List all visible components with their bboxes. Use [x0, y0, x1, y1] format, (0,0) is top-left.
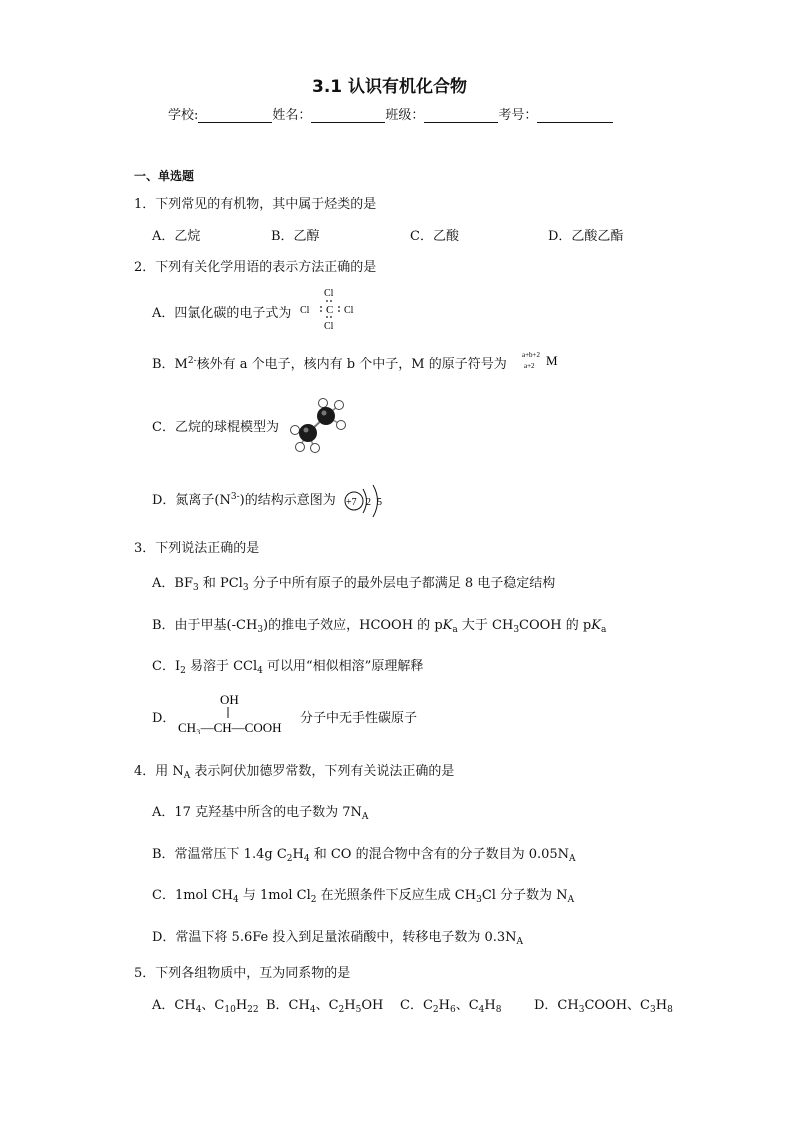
q3-option-d[interactable]: [152, 707, 175, 726]
q1-option-c[interactable]: C．乙酸: [410, 229, 459, 244]
text-fragment: 3: [578, 1005, 585, 1015]
text-fragment: 大于 CH: [457, 618, 514, 633]
student-info: [168, 104, 613, 123]
q2-stem: 2．下列有关化学用语的表示方法正确的是: [134, 260, 377, 275]
school-field[interactable]: [198, 108, 272, 123]
element-symbol: M: [546, 353, 558, 368]
text-fragment: H: [344, 998, 356, 1013]
cl-right: Cl: [344, 305, 354, 316]
ccl4-electron-formula: [300, 284, 360, 334]
q5-option-a[interactable]: [152, 994, 259, 1015]
q4-option-b[interactable]: [152, 843, 576, 864]
text-fragment: Cl 分子数为 N: [481, 888, 568, 903]
q3-option-c[interactable]: [152, 655, 423, 676]
text-fragment: 与 1mol Cl: [238, 888, 311, 903]
text-fragment: 3: [476, 895, 482, 905]
text-fragment: D．氮离子(N: [152, 493, 231, 508]
q4-option-d[interactable]: [152, 926, 523, 947]
text-fragment: A: [183, 771, 191, 781]
text-fragment: A: [569, 854, 576, 864]
text-fragment: 2: [286, 854, 293, 864]
text-fragment: B．CH: [266, 998, 310, 1013]
q1-option-b[interactable]: B．乙醇: [271, 229, 320, 244]
q5-stem: 5．下列各组物质中，互为同系物的是: [134, 966, 351, 981]
text-fragment: 3: [650, 1005, 656, 1015]
school-label: 学校:: [168, 108, 199, 123]
text-fragment: A．17 克羟基中所含的电子数为 7N: [152, 805, 362, 820]
text-fragment: A: [567, 895, 575, 905]
text-fragment: A: [516, 937, 524, 947]
text-fragment: 10: [224, 1005, 236, 1015]
text-fragment: 和 CO 的混合物中含有的分子数目为 0.05N: [309, 847, 570, 862]
text-fragment: 3: [242, 583, 249, 593]
text-fragment: 核外有 a 个电子，核内有 b 个中子，M 的原子符号为: [196, 357, 507, 372]
text-fragment: 、C: [455, 998, 479, 1013]
text-fragment: 易溶于 CCl: [185, 659, 258, 674]
text-fragment: 2: [432, 1005, 439, 1015]
text-fragment: D．: [152, 711, 176, 726]
number-field[interactable]: [537, 108, 613, 123]
text-fragment: 4: [195, 1005, 202, 1015]
cl-left: Cl: [300, 305, 310, 316]
text-fragment: 在光照条件下反应生成 CH: [316, 888, 477, 903]
text-fragment: K: [442, 618, 453, 633]
text-fragment: 22: [247, 1005, 259, 1015]
page-title: 3.1 认识有机化合物: [312, 77, 468, 97]
nitrogen-ion-structure-diagram: [343, 484, 389, 522]
text-fragment: C．C: [400, 998, 433, 1013]
q3-option-d-text: 分子中无手性碳原子: [300, 711, 418, 726]
text-fragment: C．1mol CH: [152, 888, 233, 903]
section-heading: 一、单选题: [134, 169, 195, 183]
text-fragment: 4: [309, 1005, 316, 1015]
text-fragment: 可以用“相似相溶”原理解释: [262, 659, 424, 674]
mass-number: a+b+2: [522, 351, 541, 359]
atomic-number: a+2: [524, 362, 535, 370]
q5-option-b[interactable]: [266, 994, 383, 1015]
class-field[interactable]: [424, 108, 498, 123]
text-fragment: 8: [495, 1005, 502, 1015]
text-fragment: OH: [361, 998, 384, 1013]
text-fragment: 分子中所有原子的最外层电子都满足 8 电子稳定结构: [248, 576, 556, 591]
text-fragment: )的推电子效应，HCOOH 的 p: [263, 618, 443, 633]
text-fragment: 2: [310, 895, 317, 905]
q4-stem: [134, 760, 454, 781]
text-fragment: 4: [232, 895, 239, 905]
text-fragment: 2: [180, 666, 186, 676]
text-fragment: 6: [449, 1005, 456, 1015]
name-label: 姓名：: [272, 108, 312, 123]
text-fragment: 2: [338, 1005, 345, 1015]
c-center: C: [326, 304, 334, 316]
name-field[interactable]: [311, 108, 385, 123]
text-fragment: 5: [355, 1005, 362, 1015]
text-fragment: 、C: [201, 998, 225, 1013]
cl-top: Cl: [324, 288, 334, 299]
text-fragment: 4．用 N: [134, 764, 184, 779]
text-fragment: 4: [303, 854, 310, 864]
shell-2-electrons: 5: [377, 497, 382, 508]
text-fragment: COOH 的 p: [519, 618, 592, 633]
text-fragment: B．由于甲基(-CH: [152, 618, 258, 633]
q1-option-a[interactable]: A．乙烷: [152, 229, 201, 244]
text-fragment: a: [452, 625, 458, 635]
q5-option-c[interactable]: [400, 994, 501, 1015]
text-fragment: 、C: [315, 998, 339, 1013]
text-fragment: K: [591, 618, 601, 633]
text-fragment: C．I: [152, 659, 181, 674]
q4-option-a[interactable]: [152, 801, 368, 822]
q2-option-d[interactable]: [152, 489, 336, 508]
q2-option-c[interactable]: [152, 416, 279, 435]
text-fragment: H: [484, 998, 496, 1013]
lactic-acid-structure: [176, 690, 300, 734]
text-fragment: D．常温下将 5.6Fe 投入到足量浓硝酸中，转移电子数为 0.3N: [152, 930, 517, 945]
text-fragment: a: [600, 625, 607, 635]
text-fragment: 8: [667, 1005, 673, 1015]
m-atomic-symbol: [520, 348, 564, 372]
text-fragment: H: [655, 998, 668, 1013]
text-fragment: A．CH: [152, 998, 196, 1013]
text-fragment: B．M: [152, 357, 188, 372]
carbon-chain: CH₃—CH—COOH: [178, 720, 282, 734]
text-fragment: H: [235, 998, 248, 1013]
q2-option-c-text: C．乙烷的球棍模型为: [152, 420, 279, 435]
number-label: 考号：: [498, 108, 538, 123]
q1-stem: 1．下列常见的有机物，其中属于烃类的是: [134, 197, 377, 212]
nucleus-charge: +7: [346, 497, 357, 508]
text-fragment: )的结构示意图为: [239, 493, 336, 508]
text-fragment: 和 PCl: [198, 576, 243, 591]
text-fragment: 4: [257, 666, 263, 676]
text-fragment: D．CH: [534, 998, 579, 1013]
q4-option-c[interactable]: [152, 884, 574, 905]
q3-option-b[interactable]: [152, 614, 606, 635]
q2-option-b[interactable]: [152, 353, 507, 372]
text-fragment: 4: [478, 1005, 485, 1015]
text-fragment: 2-: [187, 356, 197, 366]
q1-option-d[interactable]: D．乙酸乙酯: [548, 229, 624, 244]
text-fragment: B．常温常压下 1.4g C: [152, 847, 287, 862]
text-fragment: H: [438, 998, 450, 1013]
hydroxyl-group: OH: [220, 692, 239, 707]
text-fragment: 3: [513, 625, 520, 635]
text-fragment: H: [292, 847, 304, 862]
shell-1-electrons: 2: [366, 497, 371, 508]
text-fragment: A: [361, 812, 369, 822]
q3-option-a[interactable]: [152, 572, 555, 593]
ethane-ball-stick-model: [288, 396, 352, 456]
q2-option-a[interactable]: [152, 302, 291, 321]
text-fragment: 表示阿伏加德罗常数，下列有关说法正确的是: [190, 764, 455, 779]
text-fragment: 3-: [230, 492, 240, 502]
q3-stem: 3．下列说法正确的是: [134, 541, 260, 556]
class-label: 班级：: [385, 108, 425, 123]
text-fragment: COOH、C: [584, 998, 650, 1013]
q2-option-a-text: A．四氯化碳的电子式为: [152, 306, 292, 321]
cl-bottom: Cl: [324, 321, 334, 332]
text-fragment: A．BF: [152, 576, 193, 591]
text-fragment: 3: [192, 583, 199, 593]
q5-option-d[interactable]: [534, 994, 673, 1015]
text-fragment: 3: [257, 625, 264, 635]
